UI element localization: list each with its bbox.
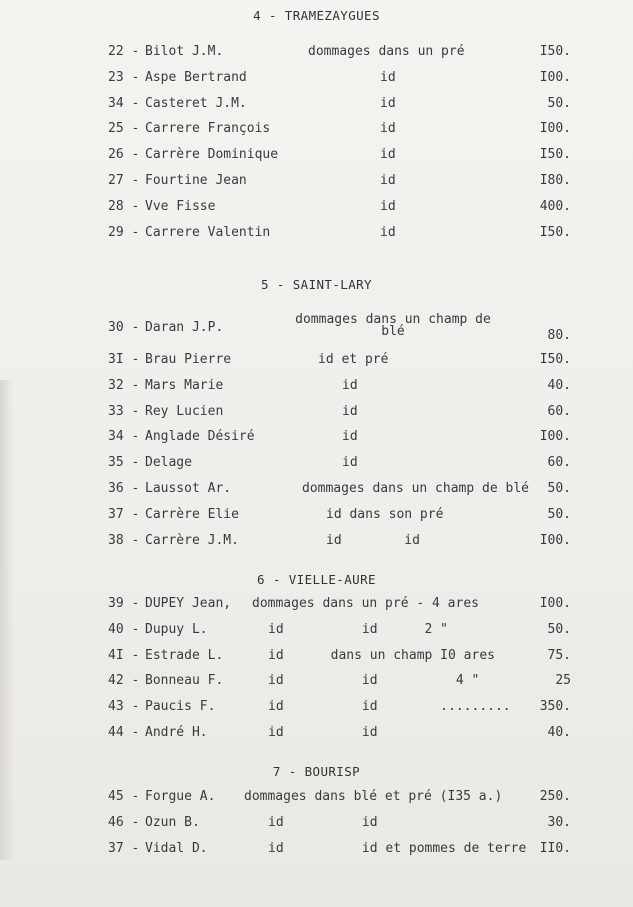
damage-description: id id [326, 532, 420, 548]
claimant-name: Estrade L. [145, 647, 224, 663]
damage-description: dommages dans un champ de blé [295, 312, 491, 339]
list-item [0, 44, 633, 70]
damage-description: dommages dans un pré [308, 44, 465, 59]
damage-description: id et pré [318, 352, 389, 367]
list-item [0, 225, 633, 251]
list-item [0, 481, 633, 507]
damage-description: id [380, 147, 396, 163]
claimant-name: Vve Fisse [145, 198, 216, 214]
claimant-name: Anglade Désiré [145, 429, 255, 445]
list-item [0, 199, 633, 225]
entry-number: 34 - [108, 95, 140, 111]
damage-description: id [342, 403, 358, 419]
entry-number: 36 - [108, 480, 140, 496]
entry-number: 37 - [108, 506, 140, 522]
damage-description: id id 4 " [268, 673, 480, 689]
damage-description: id [380, 198, 396, 214]
list-item [0, 841, 633, 867]
entry-number: 23 - [108, 69, 140, 85]
claimant-name: DUPEY Jean, [145, 596, 232, 611]
entry-number: 42 - [108, 673, 140, 689]
entry-number: 38 - [108, 532, 140, 548]
list-item [0, 312, 633, 352]
claimant-name: Rey Lucien [145, 403, 224, 419]
damage-description: id id [268, 814, 378, 830]
amount-value: 40. [547, 377, 571, 393]
damage-description: id [342, 455, 358, 471]
list-item [0, 789, 633, 815]
amount-value: I50. [539, 352, 571, 367]
list-item [0, 725, 633, 751]
section-bourisp [0, 789, 633, 866]
section-heading-vielle-aure: 6 - VIELLE-AURE [257, 572, 376, 587]
damage-description: dommages dans un champ de blé [302, 480, 529, 496]
damage-description: dommages dans un pré - 4 ares [252, 596, 479, 611]
entry-number: 40 - [108, 621, 140, 637]
list-item [0, 596, 633, 622]
amount-value: 40. [547, 724, 571, 740]
entry-number: 43 - [108, 699, 140, 715]
amount-value: I00. [539, 121, 571, 137]
amount-value: 60. [547, 403, 571, 419]
amount-value: 30. [547, 814, 571, 830]
claimant-name: Carrère Elie [145, 506, 239, 522]
amount-value: I00. [539, 596, 571, 611]
entry-number: 30 - [108, 320, 140, 335]
amount-value: I50. [539, 147, 571, 163]
amount-value: 250. [539, 789, 571, 804]
section-heading-bourisp: 7 - BOURISP [272, 764, 361, 779]
list-item [0, 96, 633, 122]
amount-value: 400. [539, 198, 571, 214]
amount-value: 350. [539, 699, 571, 715]
section-heading-saint-lary: 5 - SAINT-LARY [261, 277, 372, 292]
claimant-name: Fourtine Jean [145, 172, 247, 188]
entry-number: 39 - [108, 596, 140, 611]
entry-number: 27 - [108, 172, 140, 188]
entry-number: 34 - [108, 429, 140, 445]
claimant-name: Carrère J.M. [145, 532, 239, 548]
list-item [0, 121, 633, 147]
claimant-name: Bonneau F. [145, 673, 224, 689]
list-item [0, 455, 633, 481]
entry-number: 37 - [108, 840, 140, 856]
damage-description: id [380, 224, 396, 240]
entry-number: 4I - [108, 647, 140, 663]
claimant-name: Bilot J.M. [145, 44, 224, 59]
amount-value: I50. [539, 44, 571, 59]
entry-number: 33 - [108, 403, 140, 419]
list-item [0, 404, 633, 430]
claimant-name: Carrère Dominique [145, 147, 279, 163]
claimant-name: Brau Pierre [145, 352, 232, 367]
list-item [0, 648, 633, 674]
damage-description: id id [268, 724, 378, 740]
damage-description: id [380, 121, 396, 137]
list-item [0, 147, 633, 173]
damage-description: id id et pommes de terre [268, 840, 527, 856]
list-item [0, 70, 633, 96]
amount-value: I50. [539, 224, 571, 240]
claimant-name: Daran J.P. [145, 320, 224, 335]
claimant-name: Ozun B. [145, 814, 200, 830]
list-item [0, 533, 633, 559]
list-item [0, 622, 633, 648]
damage-description: id [380, 95, 396, 111]
section-tramezaygues [0, 44, 633, 250]
section-saint-lary [0, 312, 633, 558]
amount-value: 80. [547, 328, 571, 343]
damage-description: id id ......... [268, 699, 511, 715]
entry-number: 29 - [108, 224, 140, 240]
entry-number: 25 - [108, 121, 140, 137]
claimant-name: Delage [145, 455, 192, 471]
damage-description: id dans son pré [326, 506, 444, 522]
damage-description: dommages dans blé et pré (I35 a.) [244, 789, 503, 804]
entry-number: 22 - [108, 44, 140, 59]
amount-value: 25 [555, 673, 571, 689]
list-item [0, 352, 633, 378]
amount-value: 60. [547, 455, 571, 471]
list-item [0, 173, 633, 199]
amount-value: I00. [539, 532, 571, 548]
claimant-name: Laussot Ar. [145, 480, 232, 496]
damage-description: id id 2 " [268, 621, 449, 637]
entry-number: 45 - [108, 789, 140, 804]
list-item [0, 378, 633, 404]
entry-number: 32 - [108, 377, 140, 393]
claimant-name: Carrere Valentin [145, 224, 271, 240]
entry-number: 46 - [108, 814, 140, 830]
entry-number: 26 - [108, 147, 140, 163]
amount-value: II0. [539, 840, 571, 856]
damage-description: id [342, 429, 358, 445]
damage-description: id [380, 69, 396, 85]
section-heading-tramezaygues: 4 - TRAMEZAYGUES [253, 8, 380, 23]
amount-value: 50. [547, 506, 571, 522]
entry-number: 28 - [108, 198, 140, 214]
amount-value: 50. [547, 621, 571, 637]
amount-value: I80. [539, 172, 571, 188]
claimant-name: Carrere François [145, 121, 271, 137]
claimant-name: Vidal D. [145, 840, 208, 856]
claimant-name: André H. [145, 724, 208, 740]
amount-value: I00. [539, 429, 571, 445]
entry-number: 35 - [108, 455, 140, 471]
damage-description: id dans un champ I0 ares [268, 647, 495, 663]
list-item [0, 507, 633, 533]
amount-value: 50. [547, 480, 571, 496]
amount-value: 50. [547, 95, 571, 111]
section-vielle-aure [0, 596, 633, 751]
damage-description: id [380, 172, 396, 188]
list-item [0, 699, 633, 725]
claimant-name: Casteret J.M. [145, 95, 247, 111]
amount-value: I00. [539, 69, 571, 85]
claimant-name: Mars Marie [145, 377, 224, 393]
claimant-name: Aspe Bertrand [145, 69, 247, 85]
entry-number: 3I - [108, 352, 140, 367]
claimant-name: Dupuy L. [145, 621, 208, 637]
list-item [0, 815, 633, 841]
list-item [0, 673, 633, 699]
claimant-name: Forgue A. [145, 789, 216, 804]
damage-description: id [342, 377, 358, 393]
entry-number: 44 - [108, 724, 140, 740]
claimant-name: Paucis F. [145, 699, 216, 715]
list-item [0, 429, 633, 455]
amount-value: 75. [547, 647, 571, 663]
